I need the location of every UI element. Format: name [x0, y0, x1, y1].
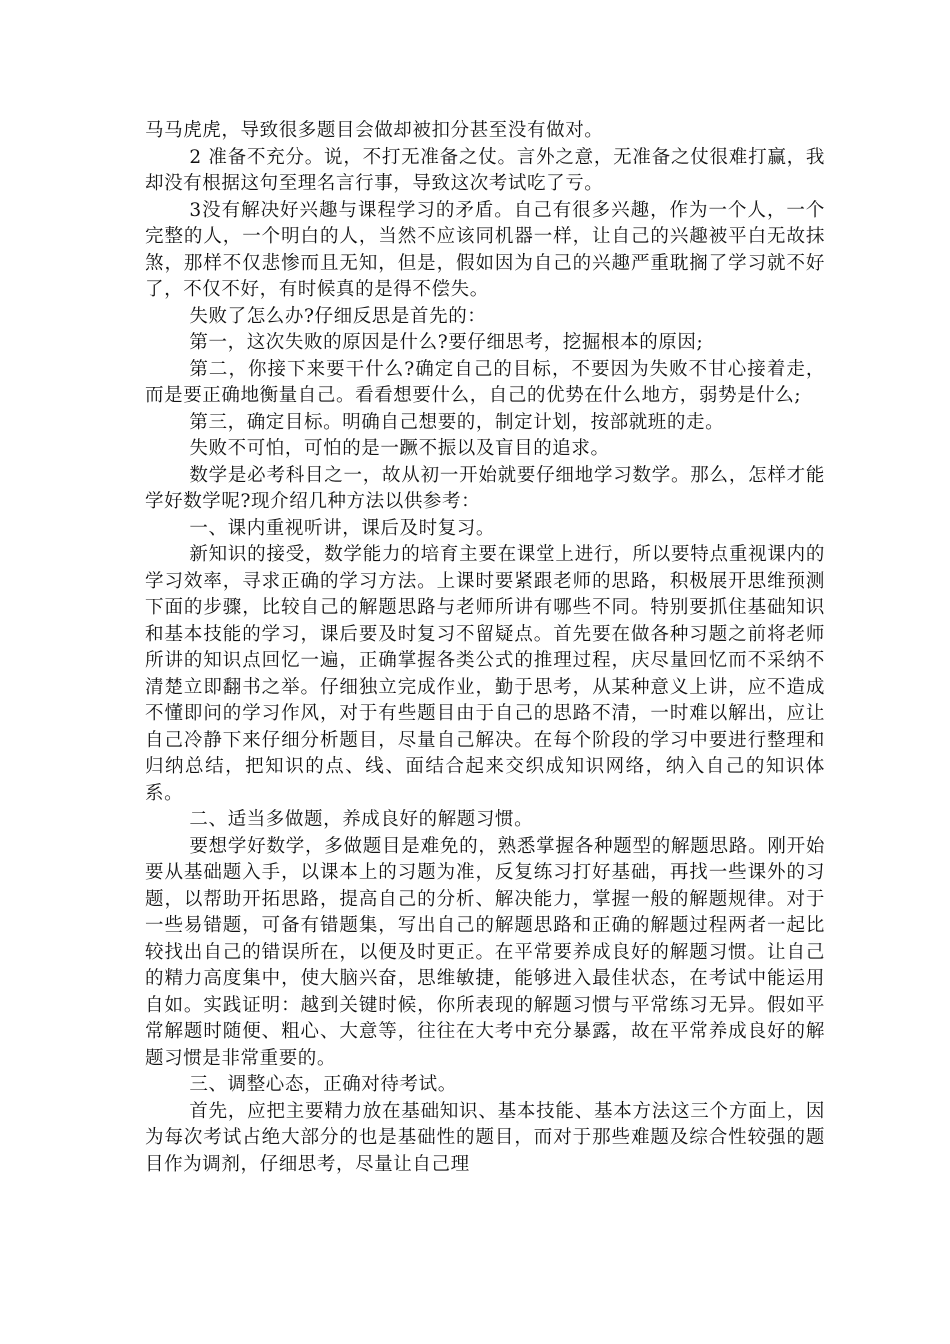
paragraph-13: 要想学好数学，多做题目是难免的，熟悉掌握各种题型的解题思路。刚开始要从基础题入手，以课本上的习题为准，反复练习打好基础，再找一些课外的习题，以帮助开拓思路，提高自己的分析、解决能力，掌握一般的解题规律。对于一些易错题，可备有错题集，写出自己的解题思路和正确的解题过程两者一起比较找出自己的错误所在，以便及时更正。在平常要养成良好的解题习惯。让自己的精力高度集中，使大脑兴奋，思维敏捷，能够进入最佳状态，在考试中能运用自如。实践证明：越到关键时候，你所表现的解题习惯与平常练习无异。假如平常解题时随便、粗心、大意等，往往在大考中充分暴露，故在平常养成良好的解题习惯是非常重要的。	[145, 835, 825, 1069]
paragraph-7: 第三，确定目标。明确自己想要的，制定计划，按部就班的走。	[189, 411, 725, 433]
paragraph-3: 3没有解决好兴趣与课程学习的矛盾。自己有很多兴趣，作为一个人，一个完整的人，一个明白的人，当然不应该同机器一样，让自己的兴趣被平白无故抹煞，那样不仅悲惨而且无知，但是，假如因为自己的兴趣严重耽搁了学习就不好了，不仅不好，有时候真的是得不偿失。	[145, 199, 825, 300]
paragraph-9: 数学是必考科目之一，故从初一开始就要仔细地学习数学。那么，怎样才能学好数学呢?现介绍几种方法以供参考：	[145, 464, 825, 512]
paragraph-8: 失败不可怕，可怕的是一蹶不振以及盲目的追求。	[189, 438, 610, 459]
section-heading-1: 一、课内重视听讲，课后及时复习。	[189, 517, 495, 539]
paragraph-5: 第一，这次失败的原因是什么?要仔细思考，挖掘根本的原因;	[189, 332, 704, 353]
document-page	[145, 118, 825, 1178]
paragraph-2: 2 准备不充分。说，不打无准备之仗。言外之意，无准备之仗很难打赢，我却没有根据这句至理名言行事，导致这次考试吃了亏。	[145, 146, 825, 194]
section-heading-2: 二、适当多做题，养成良好的解题习惯。	[189, 809, 534, 830]
paragraph-11: 新知识的接受，数学能力的培育主要在课堂上进行，所以要特点重视课内的学习效率，寻求正确的学习方法。上课时要紧跟老师的思路，积极展开思维预测下面的步骤，比较自己的解题思路与老师所讲有哪些不同。特别要抓住基础知识和基本技能的学习，课后要及时复习不留疑点。首先要在做各种习题之前将老师所讲的知识点回忆一遍，正确掌握各类公式的推理过程，庆尽量回忆而不采纳不清楚立即翻书之举。仔细独立完成作业，勤于思考，从某种意义上讲，应不造成不懂即问的学习作风，对于有些题目由于自己的思路不清，一时难以解出，应让自己冷静下来仔细分析题目，尽量自己解决。在每个阶段的学习中要进行整理和归纳总结，把知识的点、线、面结合起来交织成知识网络，纳入自己的知识体系。	[145, 544, 825, 804]
paragraph-1: 马马虎虎，导致很多题目会做却被扣分甚至没有做对。	[145, 120, 604, 141]
paragraph-15: 首先，应把主要精力放在基础知识、基本技能、基本方法这三个方面上，因为每次考试占绝大部分的也是基础性的题目，而对于那些难题及综合性较强的题目作为调剂，仔细思考，尽量让自己理	[145, 1100, 825, 1175]
paragraph-6: 第二，你接下来要干什么?确定自己的目标，不要因为失败不甘心接着走，而是要正确地衡量自己。看看想要什么，自己的优势在什么地方，弱势是什么;	[145, 358, 825, 406]
section-heading-3: 三、调整心态，正确对待考试。	[189, 1074, 457, 1095]
paragraph-4: 失败了怎么办?仔细反思是首先的：	[189, 305, 487, 327]
